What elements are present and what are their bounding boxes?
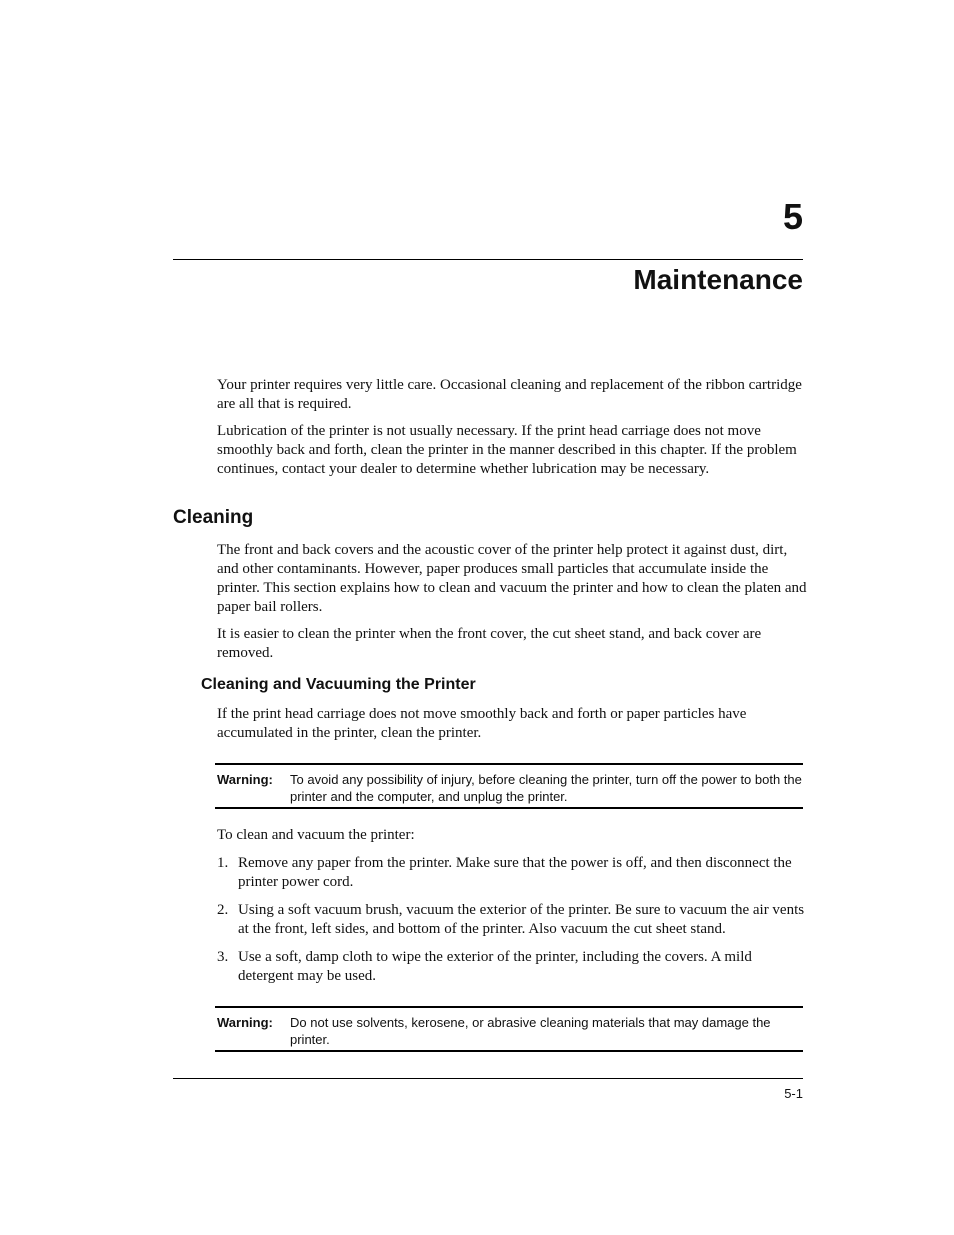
chapter-number: 5 bbox=[782, 196, 803, 237]
warning-text: Do not use solvents, kerosene, or abrasive cleaning materials that may damage the printer. bbox=[290, 1015, 771, 1047]
chapter-divider bbox=[173, 259, 803, 260]
intro-paragraph-2: Lubrication of the printer is not usually necessary. If the print head carriage does not move smoothly back and forth, clean the printer in the manner described in this chapter. If the problem continues, contact your dealer to determine whether lubrication may be necessary. bbox=[217, 423, 797, 477]
step-item-3 bbox=[217, 948, 807, 986]
page-number: 5-1 bbox=[784, 1086, 803, 1101]
warning-label: Warning: bbox=[217, 1015, 273, 1030]
chapter-title: Maintenance bbox=[633, 264, 803, 295]
subsection-heading-vacuuming: Cleaning and Vacuuming the Printer bbox=[201, 676, 476, 693]
steps-lead-in: To clean and vacuum the printer: bbox=[217, 827, 415, 843]
step-text: Use a soft, damp cloth to wipe the exterior of the printer, including the covers. A mild detergent may be used. bbox=[238, 949, 752, 984]
intro-paragraph-1: Your printer requires very little care. Occasional cleaning and replacement of the ribbon cartridge are all that is required. bbox=[217, 377, 802, 412]
section-heading-cleaning: Cleaning bbox=[173, 507, 254, 528]
footer-divider bbox=[173, 1078, 803, 1079]
step-text: Remove any paper from the printer. Make sure that the power is off, and then disconnect the printer power cord. bbox=[238, 855, 792, 890]
warning-label: Warning: bbox=[217, 772, 273, 787]
vacuuming-paragraph-1: If the print head carriage does not move smoothly back and forth or paper particles have accumulated in the printer, clean the printer. bbox=[217, 706, 747, 741]
warning-text: To avoid any possibility of injury, before cleaning the printer, turn off the power to both the printer and the computer, and unplug the printer. bbox=[290, 772, 802, 804]
step-text: Using a soft vacuum brush, vacuum the exterior of the printer. Be sure to vacuum the air vents at the front, left sides, and bottom of the printer. Also vacuum the cut sheet stand. bbox=[238, 902, 805, 937]
cleaning-paragraph-2: It is easier to clean the printer when the front cover, the cut sheet stand, and back cover are removed. bbox=[217, 626, 762, 661]
cleaning-paragraph-1: The front and back covers and the acoustic cover of the printer help protect it against dust, dirt, and other contaminants. However, paper produces small particles that accumulate inside the printer. This section explains how to clean and vacuum the printer and how to clean the platen and paper bail rollers. bbox=[217, 542, 807, 615]
step-number: 1. bbox=[217, 855, 229, 871]
step-item-1 bbox=[217, 854, 807, 892]
step-item-2 bbox=[217, 901, 807, 939]
warning-box-solvents bbox=[215, 1006, 803, 1052]
warning-box-power bbox=[215, 763, 803, 809]
step-number: 2. bbox=[217, 902, 229, 918]
step-number: 3. bbox=[217, 949, 229, 965]
